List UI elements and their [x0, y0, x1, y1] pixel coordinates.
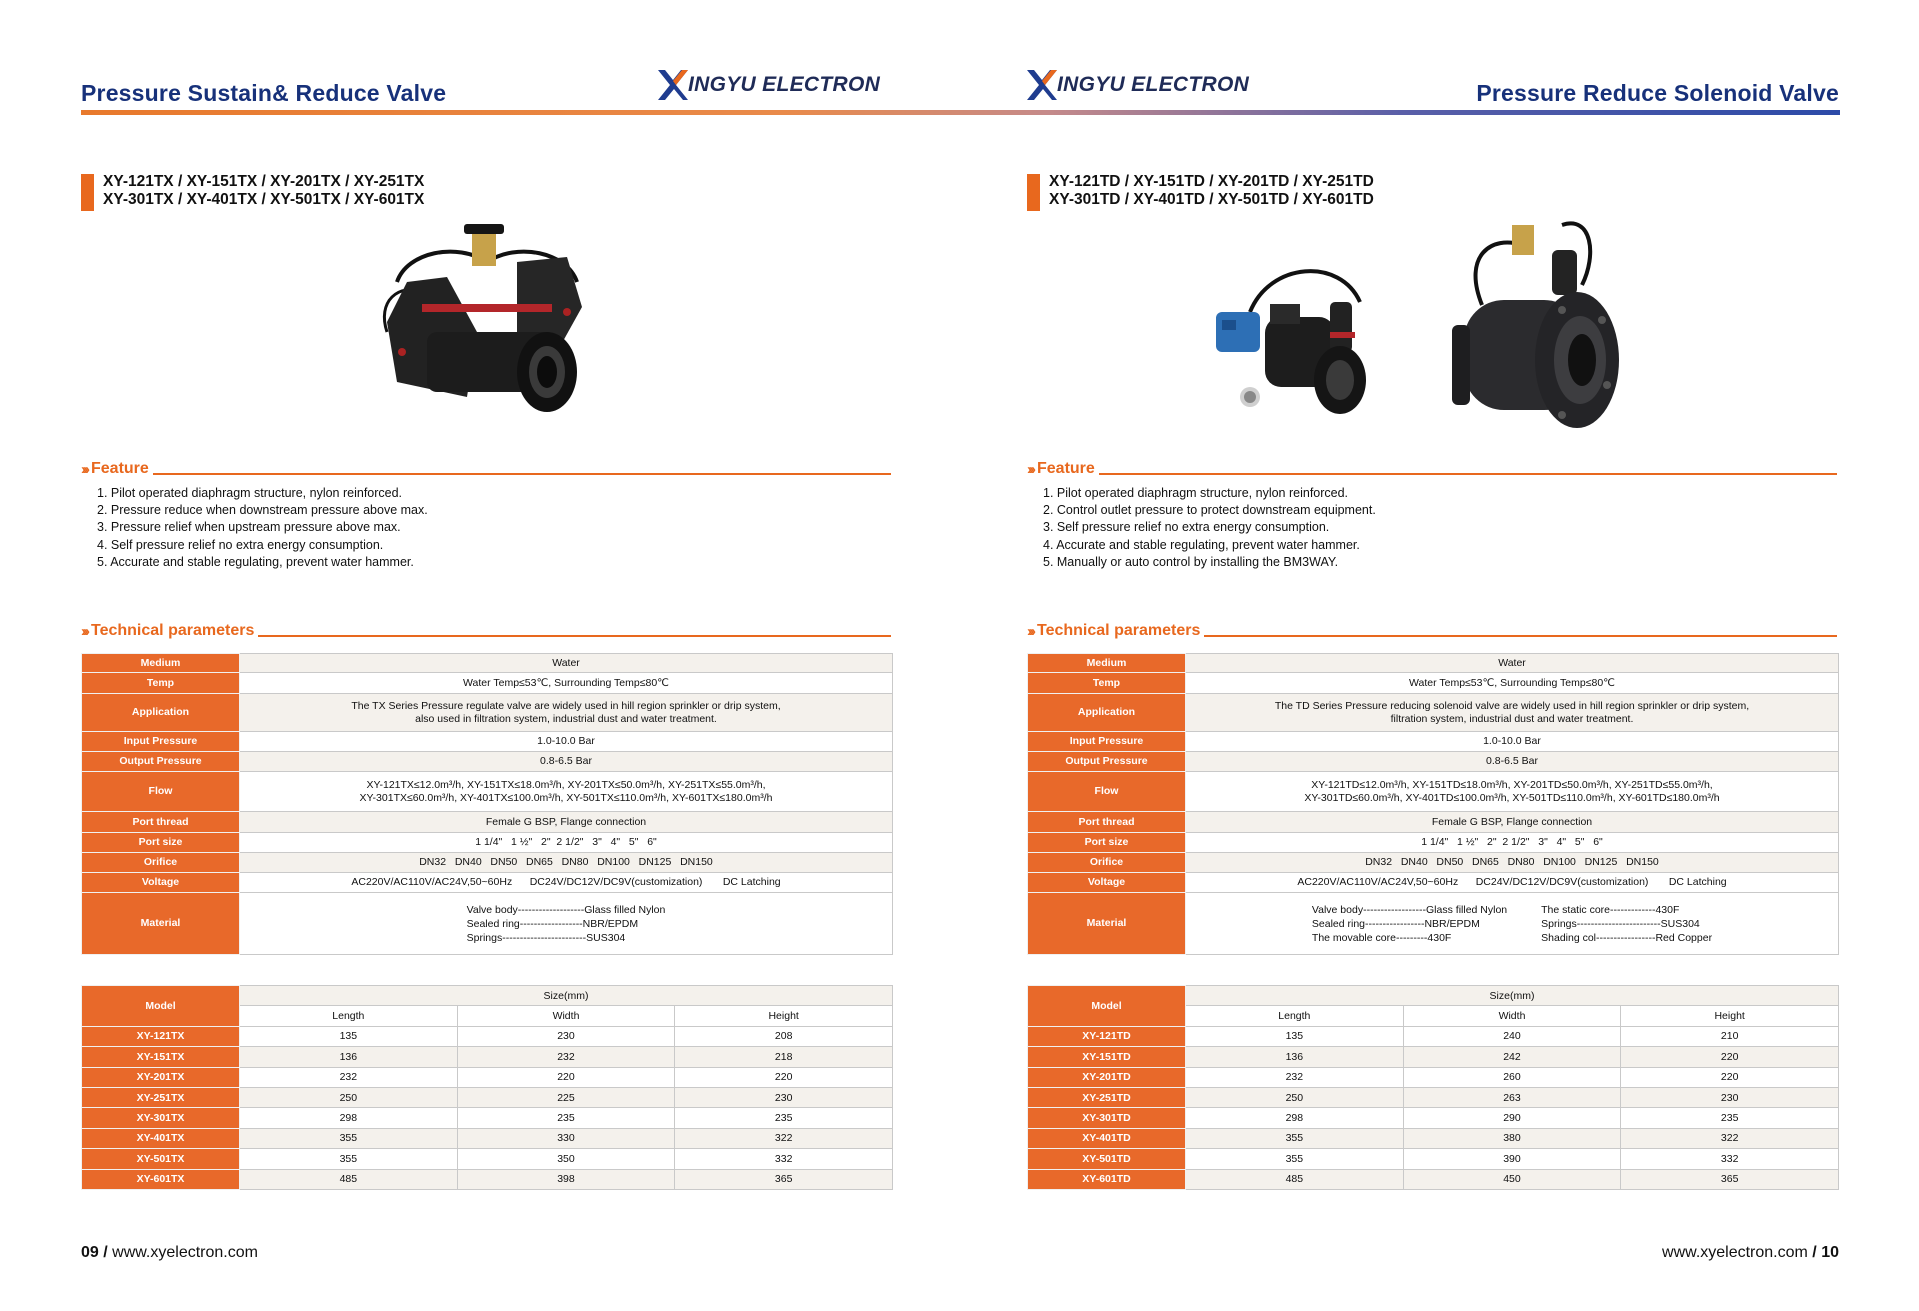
param-value: DN32 DN40 DN50 DN65 DN80 DN100 DN125 DN150: [240, 853, 893, 873]
model-line: XY-301TD / XY-401TD / XY-501TD / XY-601TD: [1049, 191, 1374, 208]
param-key: Port thread: [1028, 812, 1186, 833]
table-row: [82, 812, 893, 833]
table-cell: 450: [1403, 1169, 1621, 1189]
table-cell: XY-501TD: [1028, 1149, 1186, 1169]
table-cell: 136: [1186, 1047, 1404, 1067]
feature-item: 4. Accurate and stable regulating, prevent water hammer.: [1043, 537, 1360, 552]
param-key: Material: [82, 893, 240, 955]
param-value: XY-121TD≤12.0m³/h, XY-151TD≤18.0m³/h, XY-201TD≤50.0m³/h, XY-251TD≤55.0m³/h, XY-301TD≤60.0m³/h, XY-401TD≤100.0m³/h, XY-501TD≤110.0m³/h, XY-601TD≤180.0m³/h: [1186, 772, 1839, 812]
table-cell: 322: [675, 1128, 893, 1148]
table-row: [1028, 673, 1839, 694]
table-row: [82, 654, 893, 673]
table-cell: 235: [1621, 1108, 1839, 1128]
param-key: Application: [82, 694, 240, 732]
table-cell: 355: [1186, 1149, 1404, 1169]
table-cell: 232: [457, 1047, 675, 1067]
double-chevron-icon: ›››: [81, 461, 87, 478]
feature-list: [1043, 485, 1376, 571]
table-cell: 250: [240, 1087, 458, 1107]
table-cell: 220: [1621, 1067, 1839, 1087]
table-row: [1028, 986, 1839, 1006]
size-model-header: Model: [1028, 986, 1186, 1027]
table-row: [82, 1108, 893, 1128]
table-cell: 230: [1621, 1087, 1839, 1107]
table-cell: XY-121TX: [82, 1026, 240, 1046]
table-row: [82, 873, 893, 893]
table-cell: 350: [457, 1149, 675, 1169]
table-cell: XY-151TX: [82, 1047, 240, 1067]
table-cell: XY-201TX: [82, 1067, 240, 1087]
table-row: [1028, 694, 1839, 732]
accent-bar: [1027, 174, 1040, 211]
feature-list: [97, 485, 428, 571]
table-cell: 230: [457, 1026, 675, 1046]
double-chevron-icon: ›››: [81, 623, 87, 640]
table-cell: XY-501TX: [82, 1149, 240, 1169]
table-row: [82, 1087, 893, 1107]
table-row: [82, 833, 893, 853]
table-row: [1028, 812, 1839, 833]
table-cell: 136: [240, 1047, 458, 1067]
table-cell: XY-601TD: [1028, 1169, 1186, 1189]
param-value: Female G BSP, Flange connection: [240, 812, 893, 833]
right-footer: www.xyelectron.com / 10: [1662, 1244, 1839, 1261]
param-value: The TD Series Pressure reducing solenoid valve are widely used in hill region sprinkler or drip system, filtration system, industrial dust and water treatment.: [1186, 694, 1839, 732]
feature-item: 3. Self pressure relief no extra energy consumption.: [1043, 520, 1330, 535]
col-header: Length: [240, 1006, 458, 1026]
param-value: Water Temp≤53℃, Surrounding Temp≤80℃: [1186, 673, 1839, 694]
table-cell: 380: [1403, 1128, 1621, 1148]
param-value: Water: [1186, 654, 1839, 673]
param-value: AC220V/AC110V/AC24V,50~60Hz DC24V/DC12V/DC9V(customization) DC Latching: [240, 873, 893, 893]
feature-item: 1. Pilot operated diaphragm structure, nylon reinforced.: [97, 486, 403, 500]
table-row: [1028, 752, 1839, 772]
param-value: The TX Series Pressure regulate valve are widely used in hill region sprinkler or drip system, also used in filtration system, industrial dust and water treatment.: [240, 694, 893, 732]
col-header: Length: [1186, 1006, 1404, 1026]
table-cell: 235: [457, 1108, 675, 1128]
table-cell: 332: [675, 1149, 893, 1169]
model-line: XY-121TD / XY-151TD / XY-201TD / XY-251TD: [1049, 173, 1374, 190]
brand-name: INGYU ELECTRON: [688, 73, 881, 96]
size-header: Size(mm): [1186, 986, 1839, 1006]
table-row: [1028, 1026, 1839, 1046]
model-line: XY-301TX / XY-401TX / XY-501TX / XY-601TX: [103, 191, 425, 208]
website-link[interactable]: www.xyelectron.com: [112, 1244, 258, 1261]
table-cell: 230: [675, 1087, 893, 1107]
param-key: Temp: [82, 673, 240, 694]
table-cell: 232: [240, 1067, 458, 1087]
table-row: [1028, 873, 1839, 893]
left-page-title: Pressure Sustain& Reduce Valve: [81, 80, 447, 106]
valve-product-image: [367, 222, 607, 422]
param-key: Port thread: [82, 812, 240, 833]
left-page: [81, 0, 891, 1311]
table-cell: XY-151TD: [1028, 1047, 1186, 1067]
table-row: [82, 986, 893, 1006]
table-row: [82, 893, 893, 955]
table-cell: 218: [675, 1047, 893, 1067]
param-key: Input Pressure: [1028, 732, 1186, 752]
param-key: Flow: [1028, 772, 1186, 812]
table-cell: 220: [675, 1067, 893, 1087]
table-row: [1028, 893, 1839, 955]
col-header: Height: [675, 1006, 893, 1026]
table-cell: 135: [240, 1026, 458, 1046]
table-row: [1028, 772, 1839, 812]
param-key: Orifice: [1028, 853, 1186, 873]
table-cell: 485: [240, 1169, 458, 1189]
param-value: 1 1/4" 1 ½" 2" 2 1/2" 3" 4" 5" 6": [240, 833, 893, 853]
right-page-title: Pressure Reduce Solenoid Valve: [1476, 80, 1839, 106]
param-value: 1.0-10.0 Bar: [1186, 732, 1839, 752]
table-row: [1028, 1087, 1839, 1107]
feature-item: 2. Pressure reduce when downstream pressure above max.: [97, 503, 428, 518]
col-header: Width: [457, 1006, 675, 1026]
double-chevron-icon: ›››: [1027, 623, 1033, 640]
table-cell: 330: [457, 1128, 675, 1148]
param-value: 0.8-6.5 Bar: [240, 752, 893, 772]
param-key: Voltage: [82, 873, 240, 893]
table-row: [1028, 1149, 1839, 1169]
table-row: [1028, 1067, 1839, 1087]
param-value: Water Temp≤53℃, Surrounding Temp≤80℃: [240, 673, 893, 694]
table-cell: XY-301TD: [1028, 1108, 1186, 1128]
table-cell: XY-251TD: [1028, 1087, 1186, 1107]
table-cell: 322: [1621, 1128, 1839, 1148]
param-key: Orifice: [82, 853, 240, 873]
table-row: [1028, 853, 1839, 873]
table-row: [82, 1026, 893, 1046]
feature-heading: ››› Feature: [1027, 460, 1837, 478]
left-footer: 09 / www.xyelectron.com: [81, 1244, 258, 1261]
feature-item: 4. Self pressure relief no extra energy consumption.: [97, 537, 384, 552]
table-cell: 355: [1186, 1128, 1404, 1148]
feature-item: 5. Accurate and stable regulating, prevent water hammer.: [97, 554, 414, 569]
table-cell: 390: [1403, 1149, 1621, 1169]
param-key: Port size: [82, 833, 240, 853]
param-value: 1 1/4" 1 ½" 2" 2 1/2" 3" 4" 5" 6": [1186, 833, 1839, 853]
tech-params-heading: ››› Technical parameters: [1027, 622, 1837, 640]
table-row: [82, 1149, 893, 1169]
table-row: [1028, 833, 1839, 853]
table-cell: XY-401TX: [82, 1128, 240, 1148]
table-cell: XY-301TX: [82, 1108, 240, 1128]
website-link[interactable]: www.xyelectron.com: [1662, 1244, 1808, 1261]
table-cell: 208: [675, 1026, 893, 1046]
param-value: Water: [240, 654, 893, 673]
model-heading: [81, 173, 424, 211]
tech-params-heading: ››› Technical parameters: [81, 622, 891, 640]
table-row: [1028, 654, 1839, 673]
col-header: Width: [1403, 1006, 1621, 1026]
param-value: Valve body------------------Glass filled Nylon Sealed ring-----------------NBR/EPDM The movable core---------430F The static core-------------430F Springs------------------------SUS304 Shading col-----------------Red Copper: [1186, 893, 1839, 955]
tech-params-table: [81, 653, 893, 955]
table-row: [82, 752, 893, 772]
size-table: [81, 985, 893, 1190]
table-cell: XY-121TD: [1028, 1026, 1186, 1046]
table-row: [82, 1067, 893, 1087]
flanged-valve-image: [1452, 215, 1632, 445]
param-key: Medium: [1028, 654, 1186, 673]
table-row: [82, 853, 893, 873]
feature-item: 1. Pilot operated diaphragm structure, nylon reinforced.: [1043, 486, 1349, 500]
table-row: [82, 1047, 893, 1067]
table-cell: 240: [1403, 1026, 1621, 1046]
table-cell: 365: [675, 1169, 893, 1189]
brand-name: INGYU ELECTRON: [1057, 73, 1250, 96]
param-key: Voltage: [1028, 873, 1186, 893]
right-page: [1027, 0, 1837, 1311]
table-cell: XY-251TX: [82, 1087, 240, 1107]
table-row: [82, 694, 893, 732]
param-value: 1.0-10.0 Bar: [240, 732, 893, 752]
table-cell: 225: [457, 1087, 675, 1107]
table-row: [1028, 1108, 1839, 1128]
size-model-header: Model: [82, 986, 240, 1027]
table-row: [82, 673, 893, 694]
table-cell: 355: [240, 1149, 458, 1169]
param-value: XY-121TX≤12.0m³/h, XY-151TX≤18.0m³/h, XY-201TX≤50.0m³/h, XY-251TX≤55.0m³/h, XY-301TX≤60.0m³/h, XY-401TX≤100.0m³/h, XY-501TX≤110.0m³/h, XY-601TX≤180.0m³/h: [240, 772, 893, 812]
feature-item: 2. Control outlet pressure to protect downstream equipment.: [1043, 503, 1376, 518]
param-key: Port size: [1028, 833, 1186, 853]
param-key: Flow: [82, 772, 240, 812]
solenoid-valve-image: [1210, 262, 1390, 427]
table-cell: XY-401TD: [1028, 1128, 1186, 1148]
param-key: Input Pressure: [82, 732, 240, 752]
size-table: [1027, 985, 1839, 1190]
table-row: [82, 772, 893, 812]
table-cell: 263: [1403, 1087, 1621, 1107]
param-value: 0.8-6.5 Bar: [1186, 752, 1839, 772]
param-key: Temp: [1028, 673, 1186, 694]
tech-params-table: [1027, 653, 1839, 955]
table-row: [1028, 732, 1839, 752]
table-row: [82, 1128, 893, 1148]
table-cell: 485: [1186, 1169, 1404, 1189]
param-value: DN32 DN40 DN50 DN65 DN80 DN100 DN125 DN150: [1186, 853, 1839, 873]
double-chevron-icon: ›››: [1027, 461, 1033, 478]
table-cell: 332: [1621, 1149, 1839, 1169]
param-value: AC220V/AC110V/AC24V,50~60Hz DC24V/DC12V/DC9V(customization) DC Latching: [1186, 873, 1839, 893]
table-row: [82, 1169, 893, 1189]
feature-item: 3. Pressure relief when upstream pressure above max.: [97, 520, 401, 535]
model-heading: [1027, 173, 1374, 211]
param-value: Female G BSP, Flange connection: [1186, 812, 1839, 833]
table-row: [1028, 1169, 1839, 1189]
param-key: Output Pressure: [82, 752, 240, 772]
param-key: Application: [1028, 694, 1186, 732]
accent-bar: [81, 174, 94, 211]
table-cell: XY-201TD: [1028, 1067, 1186, 1087]
table-cell: 220: [457, 1067, 675, 1087]
param-value: Valve body-------------------Glass filled Nylon Sealed ring------------------NBR/EPDM Springs------------------------SUS304: [240, 893, 893, 955]
feature-heading: ››› Feature: [81, 460, 891, 478]
table-cell: 365: [1621, 1169, 1839, 1189]
table-cell: 250: [1186, 1087, 1404, 1107]
col-header: Height: [1621, 1006, 1839, 1026]
table-cell: 210: [1621, 1026, 1839, 1046]
table-cell: 242: [1403, 1047, 1621, 1067]
param-key: Medium: [82, 654, 240, 673]
table-row: [1028, 1128, 1839, 1148]
table-cell: 235: [675, 1108, 893, 1128]
table-cell: 220: [1621, 1047, 1839, 1067]
table-cell: 298: [240, 1108, 458, 1128]
model-line: XY-121TX / XY-151TX / XY-201TX / XY-251TX: [103, 173, 425, 190]
size-header: Size(mm): [240, 986, 893, 1006]
table-cell: 260: [1403, 1067, 1621, 1087]
feature-item: 5. Manually or auto control by installing the BM3WAY.: [1043, 554, 1339, 569]
param-key: Material: [1028, 893, 1186, 955]
table-cell: 290: [1403, 1108, 1621, 1128]
table-row: [1028, 1047, 1839, 1067]
table-cell: XY-601TX: [82, 1169, 240, 1189]
table-cell: 398: [457, 1169, 675, 1189]
table-cell: 232: [1186, 1067, 1404, 1087]
table-cell: 298: [1186, 1108, 1404, 1128]
table-cell: 135: [1186, 1026, 1404, 1046]
table-cell: 355: [240, 1128, 458, 1148]
param-key: Output Pressure: [1028, 752, 1186, 772]
table-row: [82, 732, 893, 752]
